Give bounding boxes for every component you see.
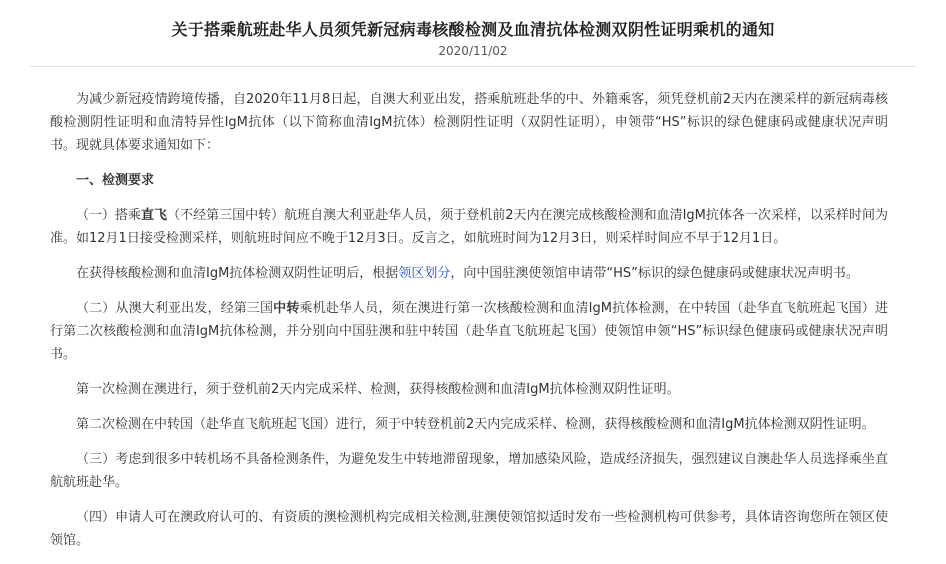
paragraph-apply-health-code: [50, 262, 888, 285]
paragraph-text: （不经第三国中转）航班自澳大利亚赴华人员，须于登机前2天内在澳完成核酸检测和血清IgM抗体各一次采样，以采样时间为准。如12月1日接受检测采样，则航班时间应不晚于12月3日。反言之，如航班时间为12月3日，则采样时间应不早于12月1日。: [50, 208, 888, 246]
paragraph-text: （一）搭乘: [76, 208, 142, 223]
paragraph-direct-flight: [50, 204, 888, 250]
paragraph-text: 在获得核酸检测和血清IgM抗体检测双阴性证明后，根据: [76, 266, 399, 281]
paragraph-text: 乘机赴华人员，须在澳进行第一次核酸检测和血清IgM抗体检测，在中转国（赴华直飞航班起飞国）进行第二次核酸检测和血清IgM抗体检测，并分别向中国驻澳和驻中转国（赴华直飞航班起飞国）使领馆申领“HS”标识绿色健康码或健康状况声明书。: [50, 301, 888, 362]
paragraph-text: （二）从澳大利亚出发，经第三国: [76, 301, 274, 316]
paragraph-transit-flight: [50, 297, 888, 366]
consular-district-link[interactable]: 领区划分: [398, 266, 451, 281]
emphasis-direct: 直飞: [141, 208, 168, 223]
paragraph-testing-institutions: （四）申请人可在澳政府认可的、有资质的澳检测机构完成相关检测,驻澳使领馆拟适时发布一些检测机构可供参考，具体请咨询您所在领区使领馆。: [50, 510, 888, 548]
article-body: [50, 88, 888, 564]
page-title: 关于搭乘航班赴华人员须凭新冠病毒核酸检测及血清抗体检测双阴性证明乘机的通知: [171, 20, 775, 39]
paragraph-recommendation: （三）考虑到很多中转机场不具备检测条件，为避免发生中转地滞留现象，增加感染风险，造成经济损失，强烈建议自澳赴华人员选择乘坐直航航班赴华。: [50, 452, 888, 490]
emphasis-transit: 中转: [273, 301, 300, 316]
paragraph-text: ，向中国驻澳使领馆申请带“HS”标识的绿色健康码或健康状况声明书。: [450, 266, 859, 281]
intro-paragraph: 为减少新冠疫情跨境传播，自2020年11月8日起，自澳大利亚出发，搭乘航班赴华的中、外籍乘客，须凭登机前2天内在澳采样的新冠病毒核酸检测阴性证明和血清特异性IgM抗体（以下简称血清IgM抗体）检测阴性证明（双阴性证明），申领带“HS”标识的绿色健康码或健康状况声明书。现就具体要求通知如下：: [50, 92, 888, 153]
section-heading-testing-requirements: 一、检测要求: [76, 173, 155, 188]
title-divider: [30, 66, 916, 67]
paragraph-first-test: 第一次检测在澳进行，须于登机前2天内完成采样、检测，获得核酸检测和血清IgM抗体检测双阴性证明。: [76, 382, 680, 397]
paragraph-second-test: 第二次检测在中转国（赴华直飞航班起飞国）进行，须于中转登机前2天内完成采样、检测，获得核酸检测和血清IgM抗体检测双阴性证明。: [76, 417, 875, 432]
publish-date: 2020/11/02: [438, 44, 508, 58]
